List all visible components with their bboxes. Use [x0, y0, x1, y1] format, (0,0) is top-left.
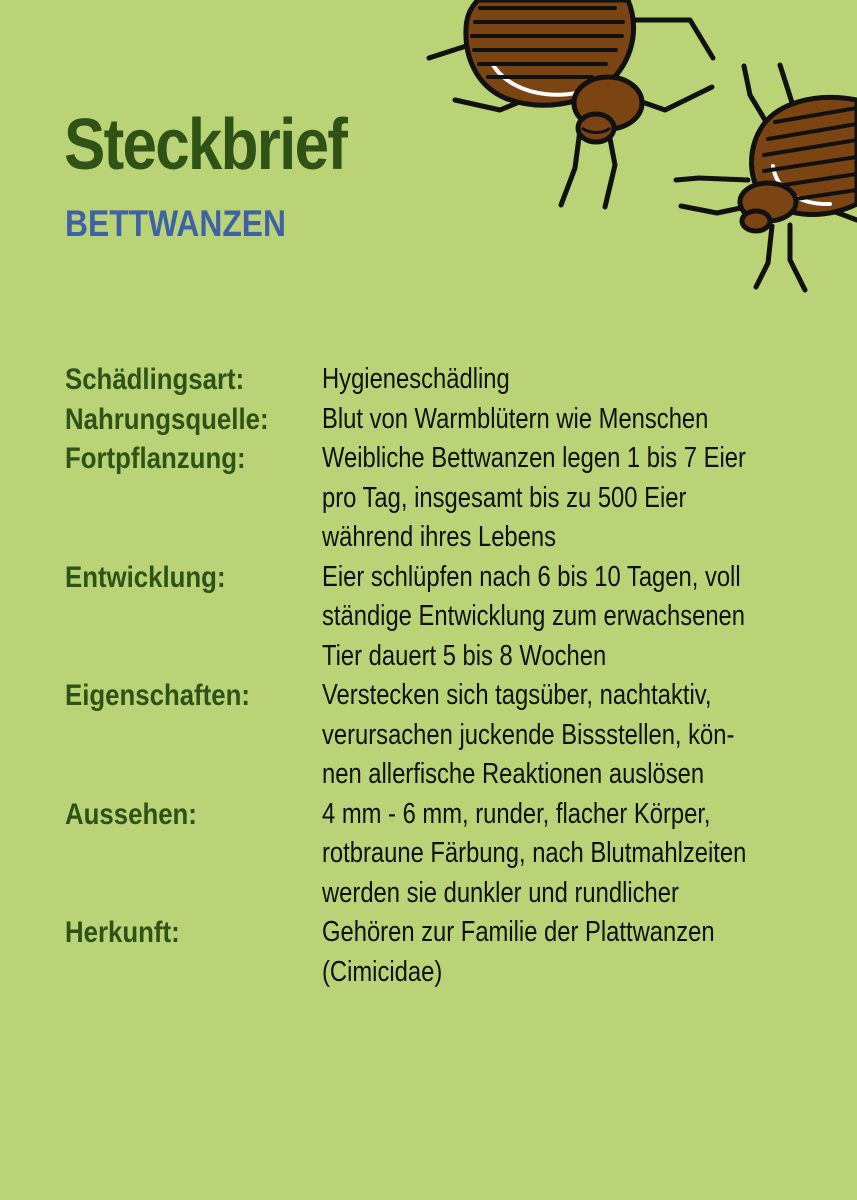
- fact-value-line: während ihres Lebens: [322, 521, 556, 553]
- fact-value-line: ständige Entwicklung zum erwachsenen: [322, 600, 745, 632]
- fact-value-line: werden sie dunkler und rundlicher: [322, 876, 679, 909]
- fact-value-line: (Cimicidae): [322, 955, 443, 988]
- fact-label: Nahrungsquelle:: [65, 402, 269, 436]
- fact-row-entwicklung: [65, 558, 825, 677]
- page-title: Steckbrief: [64, 105, 347, 185]
- fact-value-line: Verstecken sich tagsüber, nachtaktiv,: [322, 679, 712, 711]
- fact-row-eigenschaften: [65, 676, 825, 795]
- fact-label: Schädlingsart:: [65, 363, 245, 396]
- fact-value: [322, 676, 857, 795]
- page-subtitle: BETTWANZEN: [65, 203, 286, 244]
- fact-value-line: rotbraune Färbung, nach Blutmahlzeiten: [322, 837, 747, 869]
- fact-value: [322, 913, 857, 992]
- fact-label: Entwicklung:: [65, 560, 226, 594]
- fact-row-aussehen: [65, 795, 825, 914]
- fact-row-schaedlingsart: [65, 360, 825, 400]
- bed-bug-large-icon: [429, 0, 713, 207]
- fact-value-line: pro Tag, insgesamt bis zu 500 Eier: [322, 481, 687, 514]
- fact-value-line: 4 mm - 6 mm, runder, flacher Körper,: [322, 797, 711, 830]
- bed-bug-small-icon: [676, 65, 857, 290]
- fact-value: [322, 400, 857, 440]
- fact-value-line: Tier dauert 5 bis 8 Wochen: [322, 639, 607, 672]
- fact-value: [322, 360, 857, 400]
- fact-value-line: nen allerfische Reaktionen auslösen: [322, 758, 705, 790]
- fact-list: [65, 360, 825, 992]
- fact-row-nahrungsquelle: [65, 400, 825, 440]
- fact-value: [322, 439, 857, 558]
- fact-row-herkunft: [65, 913, 825, 992]
- fact-value-line: Weibliche Bettwanzen legen 1 bis 7 Eier: [322, 442, 746, 474]
- fact-label: Aussehen:: [65, 797, 197, 831]
- fact-value: [322, 795, 857, 914]
- fact-label: Eigenschaften:: [65, 679, 250, 712]
- fact-label: Fortpflanzung:: [65, 442, 246, 475]
- fact-label: Herkunft:: [65, 916, 180, 949]
- fact-value-line: Hygieneschädling: [322, 363, 510, 395]
- fact-row-fortpflanzung: [65, 439, 825, 558]
- fact-value-line: verursachen juckende Bissstellen, kön-: [322, 718, 735, 751]
- bed-bugs-illustration: [418, 0, 857, 300]
- fact-value-line: Blut von Warmblütern wie Menschen: [322, 402, 709, 435]
- fact-value: [322, 558, 857, 677]
- fact-value-line: Eier schlüpfen nach 6 bis 10 Tagen, voll: [322, 560, 741, 593]
- fact-value-line: Gehören zur Familie der Plattwanzen: [322, 916, 715, 948]
